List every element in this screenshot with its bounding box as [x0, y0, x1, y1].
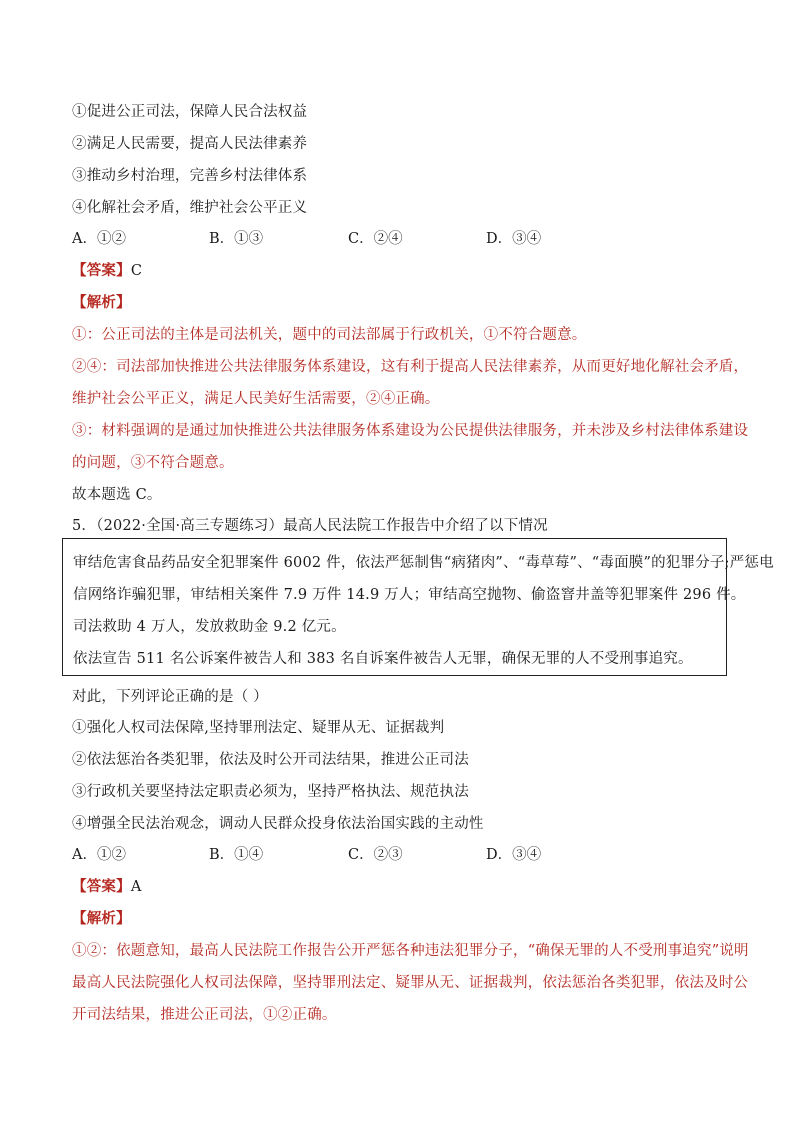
q5-choice-1: ①强化人权司法保障,坚持罪刑法定、疑罪从无、证据裁判 — [72, 720, 445, 736]
q5-choice-3: ③行政机关要坚持法定职责必须为，坚持严格执法、规范执法 — [72, 784, 469, 800]
q4-option-d: D．③④ — [486, 231, 542, 247]
q4-answer — [72, 261, 142, 281]
q4-analysis-line: ①：公正司法的主体是司法机关，题中的司法部属于行政机关，①不符合题意。 — [72, 327, 587, 343]
q4-choice-3: ③推动乡村治理，完善乡村法律体系 — [72, 168, 308, 184]
q5-answer — [72, 877, 141, 897]
q5-option-b: B．①④ — [209, 847, 264, 863]
q4-option-b: B．①③ — [209, 231, 264, 247]
q5-analysis-line: 开司法结果，推进公正司法，①②正确。 — [72, 1007, 337, 1023]
q5-choice-2: ②依法惩治各类犯罪，依法及时公开司法结果，推进公正司法 — [72, 752, 469, 768]
q5-option-d: D．③④ — [486, 847, 542, 863]
q4-option-c: C．②④ — [348, 231, 403, 247]
q5-option-a: A．①② — [72, 847, 126, 863]
q4-analysis-label: 【解析】 — [72, 294, 131, 311]
q4-choice-1: ①促进公正司法，保障人民合法权益 — [72, 104, 308, 120]
q5-material-box — [62, 538, 774, 676]
q5-analysis-label: 【解析】 — [72, 910, 131, 927]
q4-choice-4: ④化解社会矛盾，维护社会公平正义 — [72, 200, 308, 216]
q4-analysis-line: 维护社会公平正义，满足人民美好生活需要，②④正确。 — [72, 391, 440, 407]
q5-option-c: C．②③ — [348, 847, 403, 863]
q4-analysis-line: ③：材料强调的是通过加快推进公共法律服务体系建设为公民提供法律服务，并未涉及乡村法律体系建设 — [72, 423, 749, 439]
answer-value: A — [130, 879, 142, 895]
q4-choice-2: ②满足人民需要，提高人民法律素养 — [72, 136, 308, 152]
q4-analysis-line: ②④：司法部加快推进公共法律服务体系建设，这有利于提高人民法律素养，从而更好地化解社会矛盾， — [72, 359, 749, 375]
q5-material-line: 信网络诈骗犯罪，审结相关案件 7.9 万件 14.9 万人；审结高空抛物、偷盗窨井盖等犯罪案件 296 件。 — [73, 587, 746, 603]
q4-option-a: A．①② — [72, 231, 126, 247]
q5-material-line: 依法宣告 511 名公诉案件被告人和 383 名自诉案件被告人无罪，确保无罪的人不受刑事追究。 — [73, 651, 693, 667]
q4-conclusion: 故本题选 C。 — [72, 487, 162, 503]
q5-material-line: 审结危害食品药品安全犯罪案件 6002 件，依法严惩制售“病猪肉”、“毒草莓”、“毒面膜”的犯罪分子;严惩电 — [73, 555, 774, 571]
q5-choice-4: ④增强全民法治观念，调动人民群众投身依法治国实践的主动性 — [72, 816, 484, 832]
answer-label: 【答案】 — [72, 878, 131, 895]
answer-value: C — [130, 263, 143, 279]
q4-analysis-line: 的问题，③不符合题意。 — [72, 455, 234, 471]
q5-analysis-line: ①②：依题意知，最高人民法院工作报告公开严惩各种违法犯罪分子，“确保无罪的人不受刑事追究”说明 — [72, 943, 749, 959]
q5-material-line: 司法救助 4 万人，发放救助金 9.2 亿元。 — [73, 619, 346, 635]
answer-label: 【答案】 — [72, 262, 131, 279]
q5-question: 对此，下列评论正确的是（ ） — [72, 689, 268, 705]
q5-analysis-line: 最高人民法院强化人权司法保障，坚持罪刑法定、疑罪从无、证据裁判，依法惩治各类犯罪，依法及时公 — [72, 975, 749, 991]
q5-stem: 5．（2022·全国·高三专题练习）最高人民法院工作报告中介绍了以下情况 — [72, 518, 548, 534]
